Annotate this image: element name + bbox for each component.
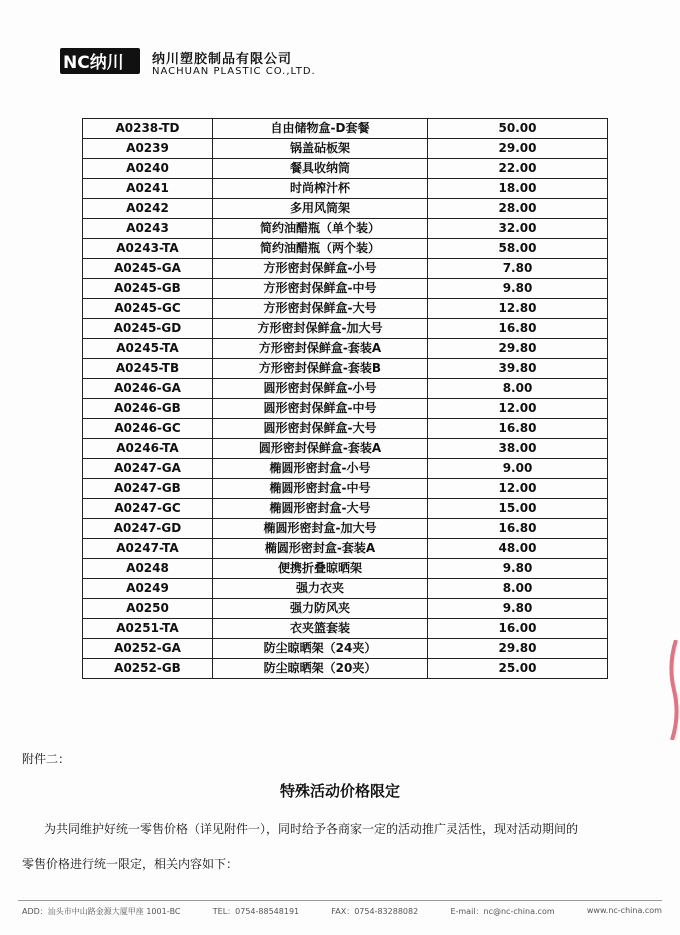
product-name-cell: 椭圆形密封盒-加大号 — [213, 519, 428, 539]
price-cell: 12.00 — [428, 399, 608, 419]
price-cell: 58.00 — [428, 239, 608, 259]
company-logo — [60, 44, 316, 84]
product-code-cell: A0245-TB — [83, 359, 213, 379]
table-row — [83, 279, 608, 299]
table-row — [83, 319, 608, 339]
price-cell: 16.80 — [428, 319, 608, 339]
product-code-cell: A0246-GB — [83, 399, 213, 419]
table-row — [83, 159, 608, 179]
product-code-cell: A0245-GB — [83, 279, 213, 299]
product-name-cell: 椭圆形密封盒-大号 — [213, 499, 428, 519]
product-name-cell: 便携折叠晾晒架 — [213, 559, 428, 579]
product-name-cell: 简约油醋瓶（两个装） — [213, 239, 428, 259]
product-code-cell: A0245-GC — [83, 299, 213, 319]
product-code-cell: A0249 — [83, 579, 213, 599]
product-code-cell: A0242 — [83, 199, 213, 219]
product-code-cell: A0252-GA — [83, 639, 213, 659]
footer-divider — [18, 900, 662, 901]
logo-text: NC纳川 — [63, 53, 124, 73]
product-code-cell: A0250 — [83, 599, 213, 619]
price-cell: 29.80 — [428, 639, 608, 659]
product-name-cell: 方形密封保鲜盒-套装B — [213, 359, 428, 379]
price-cell: 28.00 — [428, 199, 608, 219]
price-cell: 38.00 — [428, 439, 608, 459]
footer-address: ADD：汕头市中山路金源大厦甲座 1001-BC — [22, 907, 181, 916]
product-code-cell: A0248 — [83, 559, 213, 579]
product-name-cell: 锅盖砧板架 — [213, 139, 428, 159]
footer-email: E-mail：nc@nc-china.com — [450, 907, 555, 916]
table-row — [83, 399, 608, 419]
product-code-cell: A0243-TA — [83, 239, 213, 259]
price-cell: 8.00 — [428, 579, 608, 599]
product-name-cell: 简约油醋瓶（单个装） — [213, 219, 428, 239]
price-cell: 32.00 — [428, 219, 608, 239]
product-name-cell: 圆形密封保鲜盒-中号 — [213, 399, 428, 419]
table-row — [83, 579, 608, 599]
price-cell: 9.80 — [428, 279, 608, 299]
table-row — [83, 219, 608, 239]
price-cell: 16.80 — [428, 419, 608, 439]
product-name-cell: 方形密封保鲜盒-加大号 — [213, 319, 428, 339]
product-name-cell: 椭圆形密封盒-中号 — [213, 479, 428, 499]
company-name-en: NACHUAN PLASTIC CO.,LTD. — [152, 66, 316, 77]
price-cell: 39.80 — [428, 359, 608, 379]
product-code-cell: A0245-GD — [83, 319, 213, 339]
product-code-cell: A0246-TA — [83, 439, 213, 459]
paragraph-line-2: 零售价格进行统一限定，相关内容如下： — [22, 857, 239, 871]
product-code-cell: A0252-GB — [83, 659, 213, 679]
price-cell: 9.00 — [428, 459, 608, 479]
table-row — [83, 519, 608, 539]
product-name-cell: 方形密封保鲜盒-套装A — [213, 339, 428, 359]
product-name-cell: 圆形密封保鲜盒-小号 — [213, 379, 428, 399]
product-name-cell: 强力防风夹 — [213, 599, 428, 619]
price-cell: 16.00 — [428, 619, 608, 639]
price-cell: 48.00 — [428, 539, 608, 559]
product-code-cell: A0245-TA — [83, 339, 213, 359]
product-code-cell: A0247-GA — [83, 459, 213, 479]
table-row — [83, 259, 608, 279]
product-name-cell: 防尘晾晒架（20夹） — [213, 659, 428, 679]
price-table-body — [83, 119, 608, 679]
product-code-cell: A0245-GA — [83, 259, 213, 279]
price-cell: 12.00 — [428, 479, 608, 499]
product-code-cell: A0247-TA — [83, 539, 213, 559]
table-row — [83, 459, 608, 479]
table-row — [83, 199, 608, 219]
seal-stamp-edge — [666, 640, 680, 740]
table-row — [83, 479, 608, 499]
price-table — [82, 118, 608, 679]
product-name-cell: 方形密封保鲜盒-中号 — [213, 279, 428, 299]
price-cell: 25.00 — [428, 659, 608, 679]
table-row — [83, 339, 608, 359]
price-cell: 15.00 — [428, 499, 608, 519]
table-row — [83, 179, 608, 199]
product-name-cell: 时尚榨汁杯 — [213, 179, 428, 199]
footer-fax: FAX：0754-83288082 — [331, 907, 419, 916]
paragraph-line-1: 为共同维护好统一零售价格（详见附件一），同时给予各商家一定的活动推广灵活性，现对活动期间的 — [44, 822, 579, 836]
product-code-cell: A0247-GB — [83, 479, 213, 499]
table-row — [83, 119, 608, 139]
table-row — [83, 299, 608, 319]
product-code-cell: A0247-GD — [83, 519, 213, 539]
table-row — [83, 419, 608, 439]
price-cell: 16.80 — [428, 519, 608, 539]
product-name-cell: 方形密封保鲜盒-大号 — [213, 299, 428, 319]
table-row — [83, 239, 608, 259]
price-cell: 18.00 — [428, 179, 608, 199]
table-row — [83, 559, 608, 579]
product-name-cell: 强力衣夹 — [213, 579, 428, 599]
price-cell: 50.00 — [428, 119, 608, 139]
product-code-cell: A0251-TA — [83, 619, 213, 639]
product-name-cell: 防尘晾晒架（24夹） — [213, 639, 428, 659]
table-row — [83, 659, 608, 679]
company-name-cn: 纳川塑胶制品有限公司 — [152, 52, 293, 67]
table-row — [83, 359, 608, 379]
table-row — [83, 599, 608, 619]
table-row — [83, 439, 608, 459]
price-cell: 9.80 — [428, 559, 608, 579]
product-name-cell: 椭圆形密封盒-小号 — [213, 459, 428, 479]
product-name-cell: 圆形密封保鲜盒-套装A — [213, 439, 428, 459]
table-row — [83, 639, 608, 659]
product-code-cell: A0239 — [83, 139, 213, 159]
price-cell: 29.80 — [428, 339, 608, 359]
table-row — [83, 139, 608, 159]
price-cell: 22.00 — [428, 159, 608, 179]
product-code-cell: A0243 — [83, 219, 213, 239]
product-code-cell: A0247-GC — [83, 499, 213, 519]
product-name-cell: 衣夹篮套装 — [213, 619, 428, 639]
footer-website: www.nc-china.com — [586, 906, 662, 915]
product-name-cell: 方形密封保鲜盒-小号 — [213, 259, 428, 279]
product-name-cell: 自由储物盒-D套餐 — [213, 119, 428, 139]
price-cell: 7.80 — [428, 259, 608, 279]
product-code-cell: A0246-GC — [83, 419, 213, 439]
product-code-cell: A0240 — [83, 159, 213, 179]
footer-tel: TEL：0754-88548191 — [212, 907, 300, 916]
price-cell: 8.00 — [428, 379, 608, 399]
table-row — [83, 619, 608, 639]
product-code-cell: A0241 — [83, 179, 213, 199]
attachment-label: 附件二： — [22, 752, 71, 766]
price-cell: 29.00 — [428, 139, 608, 159]
table-row — [83, 539, 608, 559]
table-row — [83, 499, 608, 519]
price-cell: 9.80 — [428, 599, 608, 619]
section-title: 特殊活动价格限定 — [279, 782, 400, 800]
product-name-cell: 多用风筒架 — [213, 199, 428, 219]
product-name-cell: 圆形密封保鲜盒-大号 — [213, 419, 428, 439]
product-code-cell: A0246-GA — [83, 379, 213, 399]
nc-logo-icon — [60, 48, 140, 74]
product-name-cell: 餐具收纳筒 — [213, 159, 428, 179]
product-name-cell: 椭圆形密封盒-套装A — [213, 539, 428, 559]
table-row — [83, 379, 608, 399]
price-cell: 12.80 — [428, 299, 608, 319]
product-code-cell: A0238-TD — [83, 119, 213, 139]
footer — [22, 906, 662, 917]
